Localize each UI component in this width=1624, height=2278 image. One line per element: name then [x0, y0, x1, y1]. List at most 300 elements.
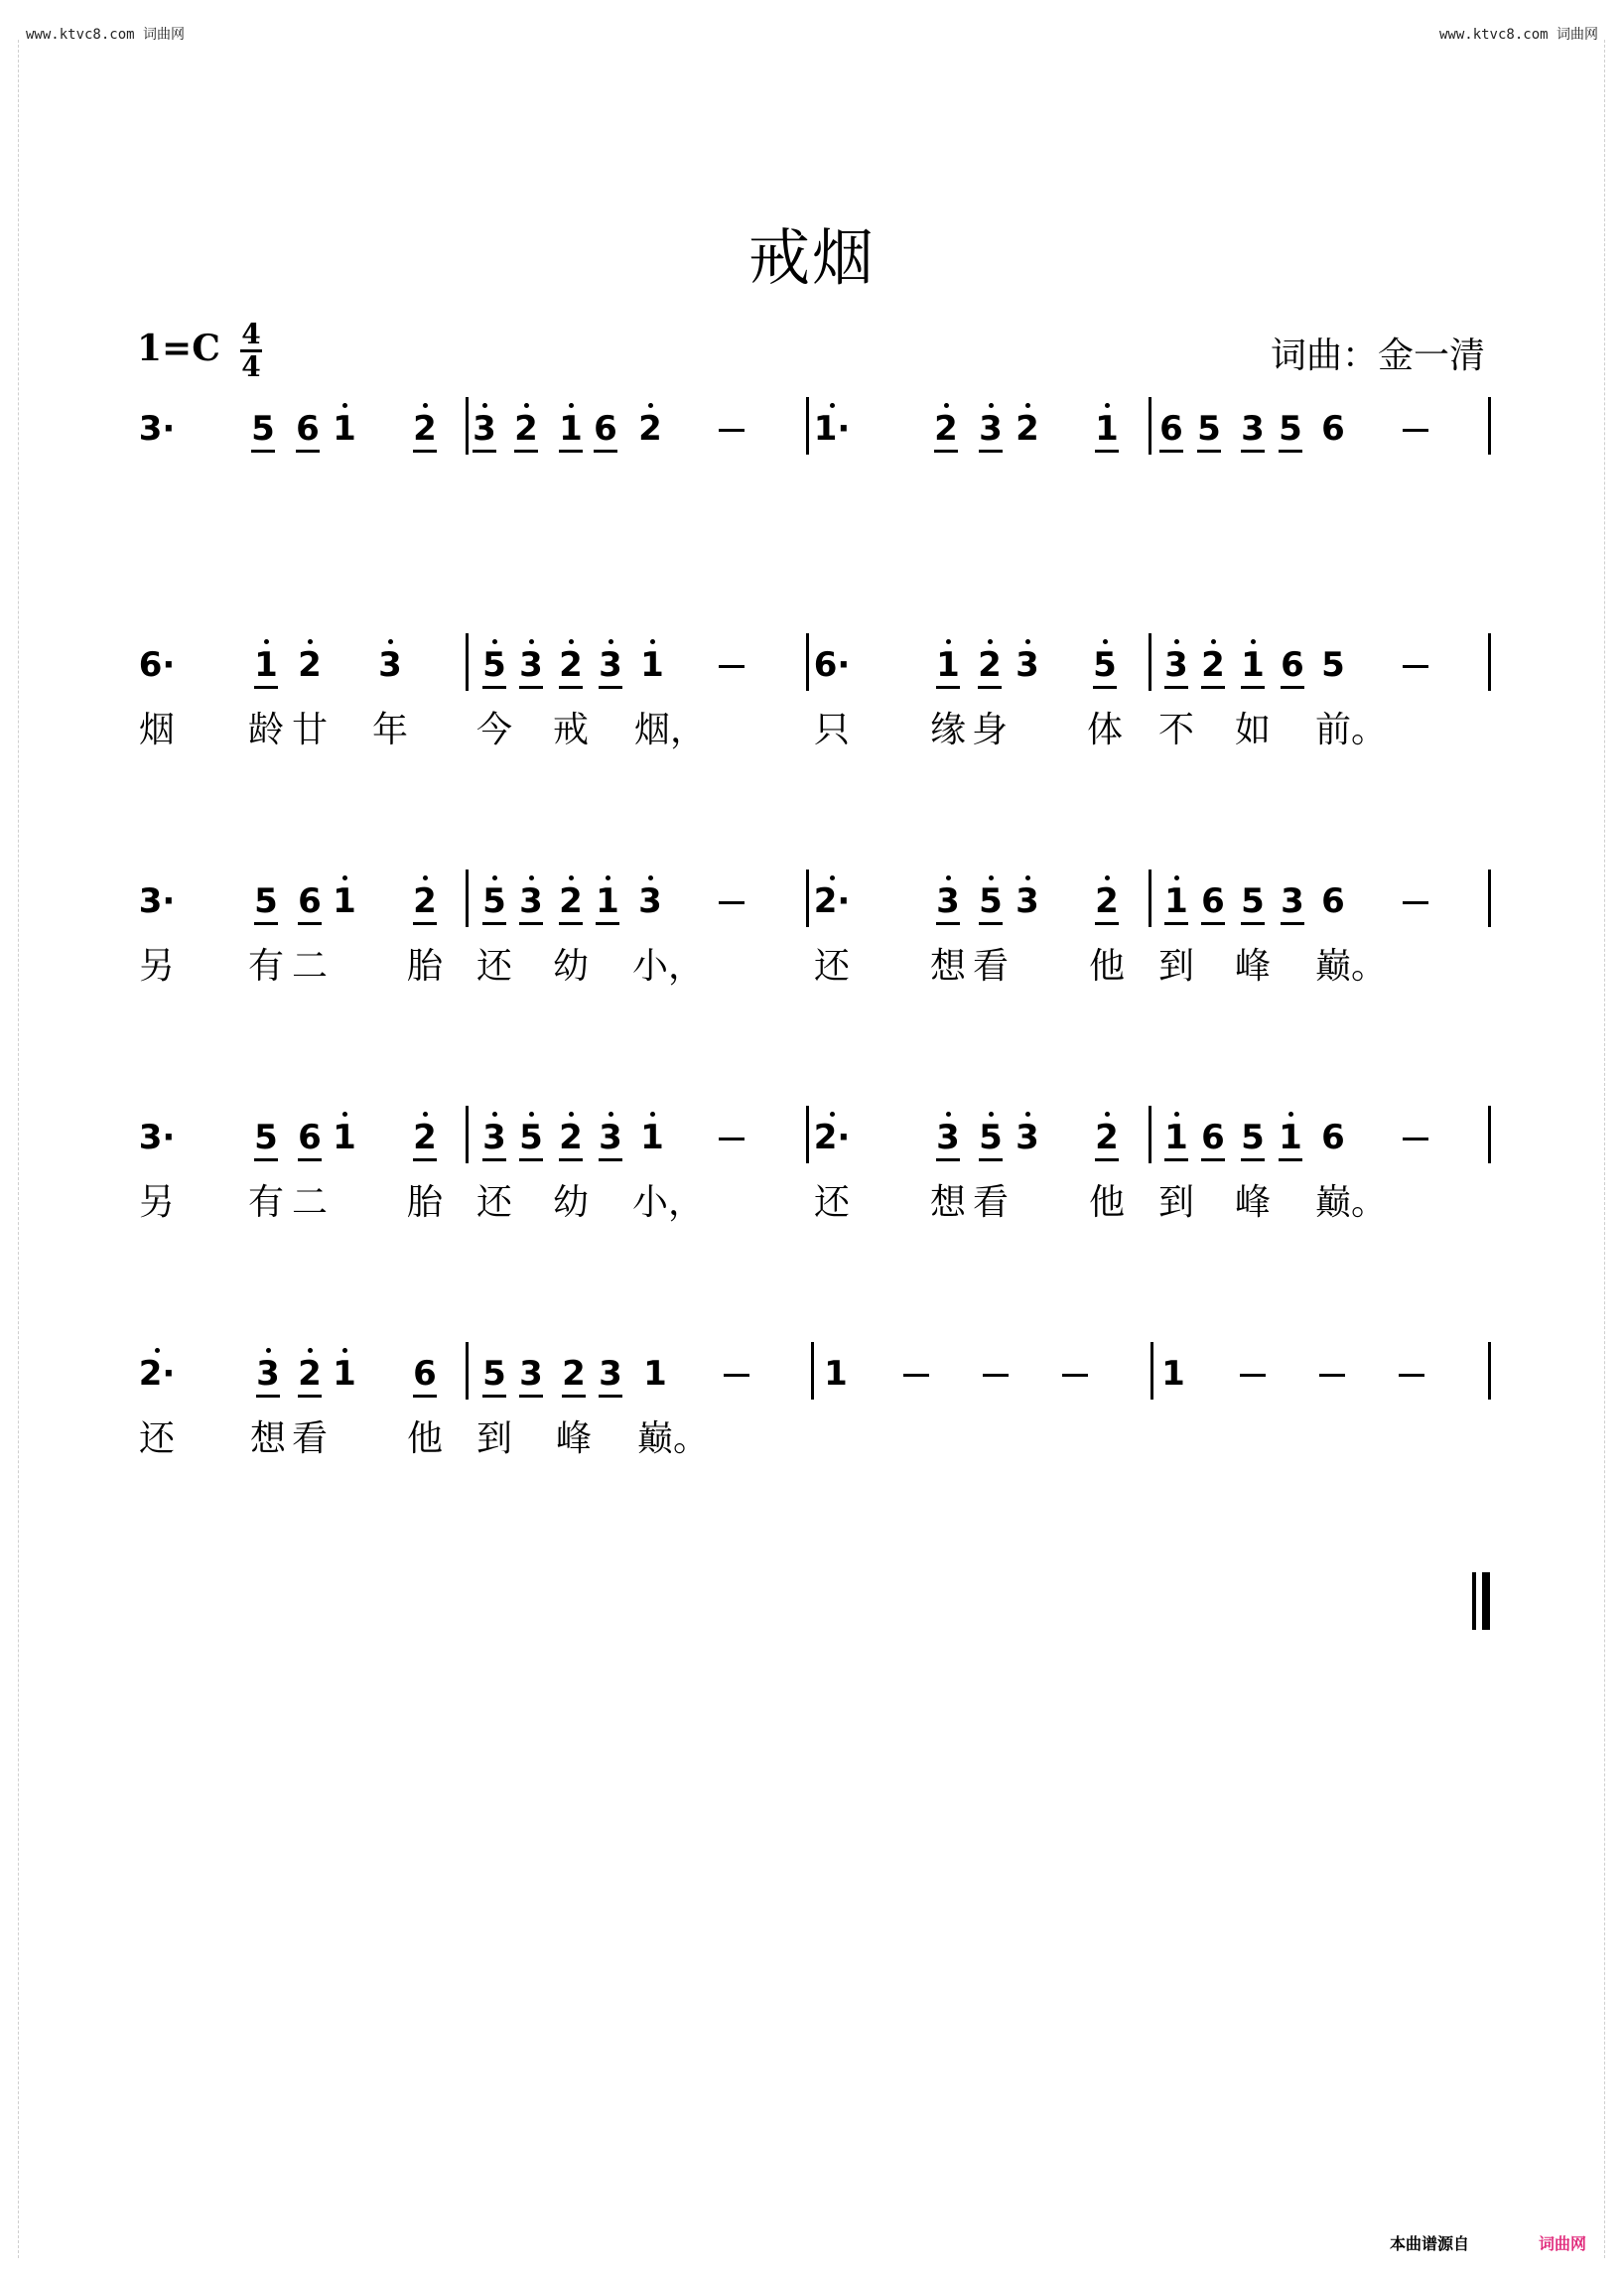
eighth-underline: [1095, 450, 1119, 453]
eighth-underline: [519, 686, 543, 689]
barline: [806, 870, 809, 927]
note: [511, 1354, 551, 1394]
key-signature: 1=C: [137, 328, 220, 369]
note-digit: 2: [413, 881, 437, 921]
hold-dash: [983, 1374, 1009, 1377]
note: [325, 409, 364, 449]
high-octave-dot: [609, 1112, 613, 1117]
note: [551, 409, 591, 449]
note-digit: 1: [1241, 645, 1265, 685]
high-octave-dot: [609, 639, 613, 644]
high-octave-dot: [944, 403, 949, 408]
lyric-syllable: 小，: [632, 946, 705, 987]
lyric-syllable: 廿: [292, 710, 329, 750]
note: [551, 881, 591, 921]
note: [630, 881, 670, 921]
note-digit: 2: [559, 881, 583, 921]
note-digit: 6: [1321, 881, 1345, 921]
note: [970, 645, 1010, 685]
eighth-underline: [596, 922, 619, 925]
lyric-syllable: 胎: [407, 946, 444, 987]
note: [405, 881, 445, 921]
high-octave-dot: [650, 1112, 655, 1117]
high-octave-dot: [1174, 1112, 1179, 1117]
lyric-syllable: 二: [292, 946, 329, 987]
eighth-underline: [413, 922, 437, 925]
note-digit: 6: [1321, 1118, 1345, 1157]
eighth-underline: [296, 450, 320, 453]
meter-top: 4: [241, 318, 261, 350]
note-digit: 1: [333, 1354, 356, 1394]
high-octave-dot: [266, 1348, 271, 1353]
note: [506, 409, 546, 449]
eighth-underline: [1095, 1158, 1119, 1161]
lyric-syllable: 他: [407, 1418, 444, 1459]
eighth-underline: [482, 922, 506, 925]
eighth-underline: [256, 1395, 280, 1398]
eighth-underline: [298, 1395, 322, 1398]
barline: [1488, 870, 1491, 927]
note: [290, 645, 330, 685]
hold-dash: [719, 665, 744, 668]
note-digit: 3·: [138, 409, 176, 449]
lyric-syllable: 幼: [553, 1182, 590, 1223]
note-digit: 2: [514, 409, 538, 449]
lyric-syllable: 幼: [553, 946, 590, 987]
lyric-syllable: 胎: [407, 1182, 444, 1223]
high-octave-dot: [423, 1112, 428, 1117]
high-octave-dot: [1105, 403, 1110, 408]
high-octave-dot: [569, 875, 574, 880]
note: [246, 881, 286, 921]
lyric-syllable: 想: [250, 1418, 287, 1459]
lyric-syllable: 有: [248, 946, 285, 987]
hold-dash: [1403, 665, 1428, 668]
note-digit: 2: [413, 1118, 437, 1157]
footer-brand[interactable]: 词曲网: [1539, 2234, 1587, 2253]
lyric-syllable: 巅。: [1315, 1182, 1388, 1223]
note-digit: 5: [519, 1118, 543, 1157]
note: [1313, 881, 1353, 921]
barline: [1488, 1342, 1491, 1400]
note: [928, 645, 968, 685]
lyric-syllable: 想: [930, 946, 967, 987]
high-octave-dot: [1105, 1112, 1110, 1117]
high-octave-dot: [648, 875, 653, 880]
lyric-syllable: 还: [476, 1182, 513, 1223]
note: [554, 1354, 594, 1394]
high-octave-dot: [1025, 875, 1030, 880]
high-octave-dot: [1288, 1112, 1293, 1117]
note-digit: 3: [519, 881, 543, 921]
note: [1008, 409, 1047, 449]
high-octave-dot: [529, 639, 534, 644]
note: [1233, 1118, 1273, 1157]
note: [1189, 409, 1229, 449]
note-digit: 5: [482, 1354, 506, 1394]
note-digit: 1: [333, 1118, 356, 1157]
final-barline-thin: [1472, 1572, 1476, 1630]
notation-row: [0, 1118, 1624, 1177]
song-title: 戒烟: [747, 221, 876, 294]
high-octave-dot: [648, 403, 653, 408]
lyric-row: [0, 1183, 1624, 1243]
hold-dash: [1062, 1374, 1088, 1377]
lyric-syllable: 烟，: [634, 710, 707, 750]
note: [248, 1354, 288, 1394]
note: [474, 1354, 514, 1394]
high-octave-dot: [946, 639, 951, 644]
eighth-underline: [934, 450, 958, 453]
note: [591, 645, 630, 685]
note-digit: 6: [298, 1118, 322, 1157]
note: [551, 645, 591, 685]
eighth-underline: [519, 1395, 543, 1398]
eighth-underline: [979, 450, 1003, 453]
lyric-syllable: 另: [139, 946, 176, 987]
high-octave-dot: [650, 639, 655, 644]
note: [1233, 881, 1273, 921]
high-octave-dot: [155, 1348, 160, 1353]
note: [812, 409, 852, 449]
lyric-syllable: 他: [1089, 946, 1126, 987]
lyric-syllable: 只: [814, 710, 851, 750]
eighth-underline: [979, 1158, 1003, 1161]
note: [243, 409, 283, 449]
hold-dash: [1240, 1374, 1266, 1377]
note-digit: 1: [596, 881, 619, 921]
note-digit: 6: [594, 409, 617, 449]
eighth-underline: [1281, 922, 1304, 925]
eighth-underline: [599, 1395, 622, 1398]
note: [1153, 1354, 1193, 1394]
hold-dash: [724, 1374, 749, 1377]
note-digit: 3: [1164, 645, 1188, 685]
note-digit: 3: [1241, 409, 1265, 449]
eighth-underline: [514, 450, 538, 453]
note-digit: 1: [1095, 409, 1119, 449]
note-digit: 2: [978, 645, 1002, 685]
note-digit: 2·: [813, 881, 851, 921]
note-digit: 5: [1241, 1118, 1265, 1157]
lyric-syllable: 前。: [1315, 710, 1388, 750]
eighth-underline: [1164, 686, 1188, 689]
eighth-underline: [1201, 1158, 1225, 1161]
note: [1273, 881, 1312, 921]
note: [405, 409, 445, 449]
note-digit: 2·: [813, 1118, 851, 1157]
note-digit: 5: [254, 1118, 278, 1157]
note: [246, 645, 286, 685]
eighth-underline: [413, 450, 437, 453]
notation-row: [0, 1354, 1624, 1413]
barline: [466, 1342, 469, 1400]
hold-dash: [719, 1138, 744, 1140]
high-octave-dot: [308, 639, 313, 644]
lyric-syllable: 龄: [248, 710, 285, 750]
hold-dash: [1399, 1374, 1424, 1377]
eighth-underline: [1093, 686, 1117, 689]
note: [474, 881, 514, 921]
note-digit: 3·: [138, 1118, 176, 1157]
note-digit: 1: [824, 1354, 848, 1394]
note: [588, 881, 627, 921]
note-digit: 3·: [138, 881, 176, 921]
note-digit: 1: [254, 645, 278, 685]
note: [325, 1354, 364, 1394]
high-octave-dot: [492, 1112, 497, 1117]
note-digit: 6: [413, 1354, 437, 1394]
note: [635, 1354, 675, 1394]
note-digit: 5: [979, 1118, 1003, 1157]
lyric-row: [0, 1419, 1624, 1479]
eighth-underline: [298, 922, 322, 925]
lyric-syllable: 有: [248, 1182, 285, 1223]
lyric-syllable: 巅。: [1315, 946, 1388, 987]
note-digit: 5: [482, 881, 506, 921]
note: [511, 1118, 551, 1157]
note-digit: 3: [638, 881, 662, 921]
note: [1008, 1118, 1047, 1157]
note-digit: 3: [1015, 881, 1039, 921]
lyric-syllable: 峰: [556, 1418, 593, 1459]
high-octave-dot: [524, 403, 529, 408]
eighth-underline: [482, 686, 506, 689]
high-octave-dot: [989, 1112, 994, 1117]
note-digit: 3: [482, 1118, 506, 1157]
notation-row: [0, 645, 1624, 705]
hold-dash: [719, 901, 744, 904]
lyric-syllable: 到: [1158, 1182, 1195, 1223]
note: [632, 645, 672, 685]
lyric-syllable: 到: [476, 1418, 513, 1459]
lyric-syllable: 到: [1158, 946, 1195, 987]
note: [405, 1354, 445, 1394]
lyric-syllable: 巅。: [637, 1418, 710, 1459]
note: [632, 1118, 672, 1157]
note: [1156, 1118, 1196, 1157]
lyric-syllable: 看: [973, 946, 1010, 987]
eighth-underline: [1197, 450, 1221, 453]
note-digit: 2: [1095, 1118, 1119, 1157]
note-digit: 2: [298, 645, 322, 685]
eighth-underline: [298, 1158, 322, 1161]
note-digit: 2: [298, 1354, 322, 1394]
note: [511, 645, 551, 685]
lyric-syllable: 二: [292, 1182, 329, 1223]
eighth-underline: [413, 1395, 437, 1398]
high-octave-dot: [606, 875, 610, 880]
lyric-syllable: 小，: [632, 1182, 705, 1223]
lyric-syllable: 今: [476, 710, 513, 750]
barline: [811, 1342, 814, 1400]
note: [246, 1118, 286, 1157]
note: [465, 409, 504, 449]
note: [926, 409, 966, 449]
note: [971, 881, 1011, 921]
note-digit: 3: [979, 409, 1003, 449]
notation-row: [0, 409, 1624, 469]
high-octave-dot: [1025, 1112, 1030, 1117]
hold-dash: [903, 1374, 929, 1377]
note-digit: 5: [979, 881, 1003, 921]
note-digit: 2: [559, 645, 583, 685]
note: [290, 1118, 330, 1157]
meter-bottom: 4: [241, 350, 261, 383]
eighth-underline: [482, 1158, 506, 1161]
note: [1233, 409, 1273, 449]
barline: [466, 1106, 469, 1163]
eighth-underline: [936, 1158, 960, 1161]
lyric-syllable: 另: [139, 1182, 176, 1223]
note-digit: 1: [640, 1118, 664, 1157]
eighth-underline: [254, 1158, 278, 1161]
eighth-underline: [562, 1395, 586, 1398]
note: [1156, 881, 1196, 921]
note: [137, 1118, 177, 1157]
note-digit: 1: [1164, 881, 1188, 921]
high-octave-dot: [946, 1112, 951, 1117]
eighth-underline: [978, 686, 1002, 689]
high-octave-dot: [830, 1112, 835, 1117]
eighth-underline: [1241, 922, 1265, 925]
note: [1008, 881, 1047, 921]
final-barline-thick: [1482, 1572, 1490, 1630]
note: [1233, 645, 1273, 685]
note-digit: 6·: [138, 645, 176, 685]
note-digit: 6: [298, 881, 322, 921]
note-digit: 3: [256, 1354, 280, 1394]
lyric-syllable: 峰: [1235, 1182, 1272, 1223]
lyric-syllable: 不: [1158, 710, 1195, 750]
note: [812, 1118, 852, 1157]
note: [1193, 1118, 1233, 1157]
eighth-underline: [1281, 686, 1304, 689]
high-octave-dot: [529, 1112, 534, 1117]
high-octave-dot: [1025, 639, 1030, 644]
high-octave-dot: [830, 403, 835, 408]
high-octave-dot: [1211, 639, 1216, 644]
note: [1151, 409, 1191, 449]
barline: [806, 633, 809, 691]
high-octave-dot: [388, 639, 393, 644]
eighth-underline: [473, 450, 496, 453]
note-digit: 3: [1015, 1118, 1039, 1157]
eighth-underline: [251, 450, 275, 453]
note-digit: 1: [333, 881, 356, 921]
high-octave-dot: [1251, 639, 1256, 644]
note-digit: 2: [1095, 881, 1119, 921]
note-digit: 5: [254, 881, 278, 921]
lyric-syllable: 还: [476, 946, 513, 987]
high-octave-dot: [529, 875, 534, 880]
high-octave-dot: [1103, 639, 1108, 644]
note-digit: 2: [413, 409, 437, 449]
note: [812, 645, 852, 685]
note: [816, 1354, 856, 1394]
note: [1271, 409, 1310, 449]
note: [812, 881, 852, 921]
note-digit: 5: [251, 409, 275, 449]
eighth-underline: [1164, 922, 1188, 925]
hold-dash: [1403, 429, 1428, 432]
eighth-underline: [482, 1395, 506, 1398]
note: [137, 1354, 177, 1394]
note-digit: 6: [1321, 409, 1345, 449]
note: [971, 409, 1011, 449]
high-octave-dot: [423, 875, 428, 880]
high-octave-dot: [308, 1348, 313, 1353]
barline: [806, 1106, 809, 1163]
high-octave-dot: [830, 875, 835, 880]
note: [1193, 881, 1233, 921]
note: [370, 645, 410, 685]
note-digit: 6: [296, 409, 320, 449]
lyric-syllable: 峰: [1235, 946, 1272, 987]
eighth-underline: [559, 450, 583, 453]
eighth-underline: [519, 1158, 543, 1161]
eighth-underline: [1164, 1158, 1188, 1161]
note-digit: 5: [1093, 645, 1117, 685]
note-digit: 1: [643, 1354, 667, 1394]
note: [288, 409, 328, 449]
barline: [1149, 870, 1151, 927]
note: [474, 645, 514, 685]
barline: [1488, 1106, 1491, 1163]
high-octave-dot: [264, 639, 269, 644]
lyric-syllable: 还: [814, 1182, 851, 1223]
note: [1087, 881, 1127, 921]
note-digit: 3: [936, 1118, 960, 1157]
note-digit: 5: [482, 645, 506, 685]
note: [1313, 645, 1353, 685]
note-digit: 5: [1241, 881, 1265, 921]
lyric-syllable: 看: [292, 1418, 329, 1459]
high-octave-dot: [1105, 875, 1110, 880]
note: [971, 1118, 1011, 1157]
hold-dash: [1319, 1374, 1345, 1377]
eighth-underline: [519, 922, 543, 925]
high-octave-dot: [342, 403, 347, 408]
eighth-underline: [559, 1158, 583, 1161]
high-octave-dot: [989, 403, 994, 408]
lyric-row: [0, 947, 1624, 1006]
high-octave-dot: [989, 875, 994, 880]
note-digit: 5: [1197, 409, 1221, 449]
high-octave-dot: [342, 1348, 347, 1353]
note: [474, 1118, 514, 1157]
eighth-underline: [1201, 686, 1225, 689]
note: [1273, 645, 1312, 685]
note-digit: 2: [1015, 409, 1039, 449]
high-octave-dot: [492, 639, 497, 644]
barline: [1488, 397, 1491, 455]
note: [405, 1118, 445, 1157]
eighth-underline: [599, 686, 622, 689]
hold-dash: [1403, 901, 1428, 904]
lyric-syllable: 缘: [930, 710, 967, 750]
footer-source: 本曲谱源自: [1390, 2234, 1470, 2253]
note: [928, 881, 968, 921]
note: [1313, 409, 1353, 449]
eighth-underline: [254, 922, 278, 925]
note: [290, 881, 330, 921]
note-digit: 2: [1201, 645, 1225, 685]
note-digit: 3: [1281, 881, 1304, 921]
high-octave-dot: [569, 1112, 574, 1117]
eighth-underline: [936, 922, 960, 925]
lyric-syllable: 戒: [553, 710, 590, 750]
